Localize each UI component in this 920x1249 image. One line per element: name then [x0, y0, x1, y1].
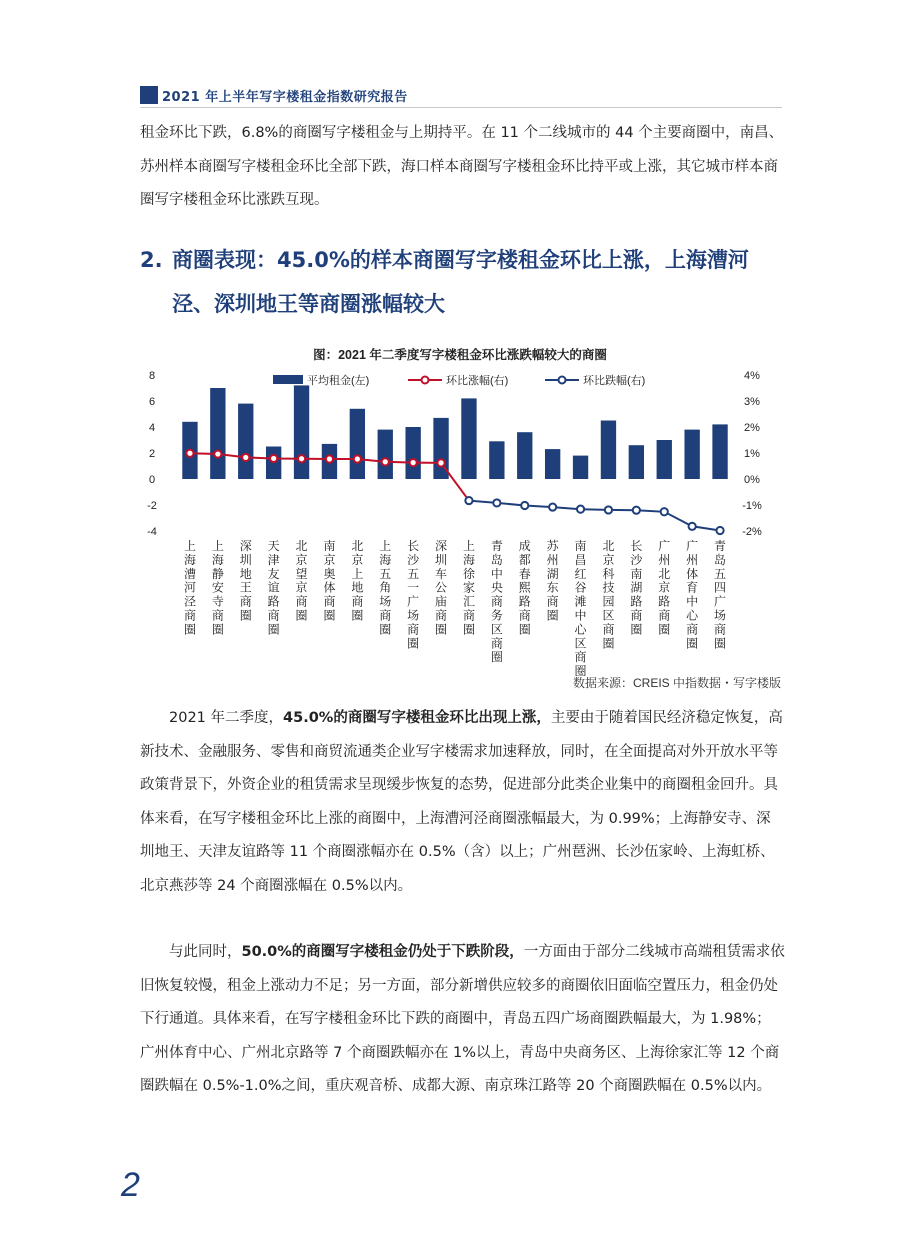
para3-highlight: 50.0%的商圈写字楼租金仍处于下跌阶段， — [241, 944, 524, 960]
x-category-char: 友 — [267, 566, 280, 581]
down-series-point — [633, 507, 640, 514]
chart-title: 图：2021 年二季度写字楼租金环比涨跌幅较大的商圈 — [313, 348, 607, 362]
rent-bar — [294, 385, 309, 479]
y-right-tick: 2% — [744, 422, 760, 434]
para2-highlight: 45.0%的商圈写字楼租金环比出现上涨， — [283, 710, 551, 726]
rent-bar — [712, 424, 727, 479]
x-category-char: 南 — [630, 566, 643, 581]
x-category-char: 海 — [183, 552, 196, 567]
down-series-point — [577, 506, 584, 513]
x-category-char: 商 — [490, 636, 503, 651]
y-right-tick: 4% — [744, 370, 760, 382]
rent-bar — [405, 427, 420, 479]
x-category-char: 角 — [379, 580, 392, 595]
x-category-char: 区 — [490, 622, 503, 637]
chart-source: 数据来源：CREIS 中指数据・写字楼版 — [572, 676, 781, 690]
x-category-char: 一 — [407, 580, 420, 595]
x-category-char: 圈 — [714, 636, 727, 651]
paragraph-intro: 租金环比下跌，6.8%的商圈写字楼租金与上期持平。在 11 个二线城市的 44 个主要商圈中，南昌、苏州样本商圈写字楼租金环比全部下跌，海口样本商圈写字楼租金环比持平或上涨，其它城市样本商圈写字楼租金环比涨跌互现。 — [140, 125, 784, 208]
x-category-label — [407, 539, 420, 650]
x-category-char: 圈 — [407, 636, 420, 651]
x-category-char: 滩 — [574, 594, 587, 609]
x-category-char: 商 — [518, 608, 531, 623]
x-category-char: 圈 — [239, 608, 252, 623]
legend-down-marker — [559, 377, 566, 384]
x-category-char: 望 — [295, 566, 308, 581]
x-category-char: 广 — [714, 594, 727, 609]
x-category-char: 地 — [239, 566, 252, 581]
x-category-char: 商 — [490, 594, 503, 609]
header-title: 2021 年上半年写字楼租金指数研究报告 — [162, 89, 408, 105]
x-category-char: 圈 — [183, 622, 196, 637]
x-category-char: 熙 — [518, 580, 531, 595]
rent-bar — [573, 456, 588, 479]
x-category-char: 圈 — [462, 622, 475, 637]
x-category-char: 庙 — [435, 594, 448, 609]
x-category-char: 青 — [714, 539, 727, 553]
x-category-char: 路 — [658, 594, 671, 609]
page-number: 2 — [121, 1166, 140, 1204]
x-category-char: 深 — [239, 539, 252, 553]
x-category-char: 深 — [435, 539, 448, 553]
x-category-char: 天 — [267, 539, 280, 553]
x-category-char: 京 — [323, 552, 336, 567]
x-category-char: 圈 — [295, 608, 308, 623]
legend-down-label: 环比跌幅(右) — [583, 375, 646, 387]
x-category-char: 长 — [407, 539, 420, 553]
x-category-char: 圈 — [574, 664, 587, 679]
up-series-point — [242, 454, 249, 461]
down-series-point — [605, 506, 612, 513]
down-series-point — [716, 527, 723, 534]
x-category-char: 沙 — [407, 552, 420, 567]
x-category-label — [351, 539, 363, 623]
x-category-char: 京 — [295, 552, 308, 567]
paragraph-fall — [140, 936, 785, 1104]
paragraph-rise — [140, 702, 785, 903]
x-category-char: 车 — [435, 566, 448, 581]
x-category-char: 心 — [574, 622, 587, 637]
x-category-char: 圈 — [686, 636, 699, 651]
x-category-char: 圳 — [239, 552, 252, 567]
x-category-label — [602, 539, 614, 650]
x-category-char: 五 — [407, 566, 420, 581]
x-category-label — [435, 539, 447, 636]
x-category-char: 中 — [490, 566, 503, 581]
x-category-char: 谷 — [574, 580, 587, 595]
x-category-char: 苏 — [546, 539, 559, 553]
x-category-char: 路 — [518, 594, 531, 609]
up-series-point — [298, 455, 305, 462]
y-left-tick: 2 — [148, 448, 156, 460]
x-category-char: 寺 — [211, 594, 224, 609]
x-category-char: 商 — [267, 608, 280, 623]
x-category-char: 海 — [211, 552, 224, 567]
x-category-char: 昌 — [574, 552, 587, 567]
x-category-char: 商 — [435, 608, 448, 623]
x-category-char: 上 — [462, 539, 475, 553]
chart-svg — [140, 340, 790, 700]
down-series-point — [689, 523, 696, 530]
x-category-char: 科 — [602, 566, 615, 581]
y-right-tick: 0% — [744, 474, 760, 486]
x-category-char: 家 — [462, 580, 475, 595]
rent-bar — [350, 409, 365, 479]
x-category-char: 圈 — [379, 622, 392, 637]
x-category-char: 圈 — [323, 608, 336, 623]
para2-body: 主要由于随着国民经济稳定恢复，高新技术、金融服务、零售和商贸流通类企业写字楼需求加速释放，同时，在全面提高对外开放水平等政策背景下，外资企业的租赁需求呈现缓步恢复的态势，促进部分此类企业集中的商圈租金回升。具体来看，在写字楼租金环比上涨的商圈中，上海漕河泾商圈涨幅最大，为 0.99%；上海静安寺、深圳地王、天津友谊路等 11 个商圈涨幅亦在 0.5%（含）以上；广州琶洲、长沙伍家岭、上海虹桥、北京燕莎等 24 个商圈涨幅在 0.5%以内。 — [140, 710, 783, 894]
x-category-char: 奥 — [323, 566, 336, 581]
y-left-tick: 4 — [148, 422, 156, 434]
x-category-char: 务 — [490, 608, 503, 623]
up-series-point — [186, 450, 193, 457]
x-category-char: 青 — [490, 539, 503, 553]
x-category-label — [463, 538, 475, 636]
x-category-char: 北 — [351, 539, 364, 553]
section-title-line1: 商圈表现：45.0%的样本商圈写字楼租金环比上涨，上海漕河 — [172, 248, 749, 272]
x-category-char: 红 — [574, 566, 587, 581]
x-category-char: 湖 — [630, 580, 643, 595]
y-left-tick: 6 — [148, 396, 156, 408]
x-category-char: 圈 — [435, 622, 448, 637]
legend-bar-swatch — [273, 375, 303, 384]
x-category-char: 商 — [295, 594, 308, 609]
rent-bar — [378, 430, 393, 479]
x-category-char: 商 — [211, 608, 224, 623]
section-heading — [140, 238, 790, 326]
rent-bar — [489, 441, 504, 479]
x-category-label — [296, 539, 308, 623]
x-category-char: 路 — [267, 594, 280, 609]
up-series-point — [270, 455, 277, 462]
para2-lead: 2021 年二季度， — [169, 710, 284, 726]
x-category-char: 谊 — [267, 580, 280, 595]
section-title-line2: 泾、深圳地王等商圈涨幅较大 — [172, 292, 445, 316]
rent-bar — [238, 404, 253, 479]
x-category-char: 区 — [574, 636, 587, 651]
down-series-point — [521, 502, 528, 509]
x-category-char: 北 — [658, 566, 671, 581]
y-left-tick: -4 — [147, 526, 157, 538]
y-right-tick: -2% — [742, 526, 762, 538]
header-divider — [140, 107, 782, 108]
up-series-point — [326, 455, 333, 462]
up-series-point — [214, 450, 221, 457]
x-category-char: 广 — [658, 539, 671, 553]
x-category-char: 商 — [658, 608, 671, 623]
x-category-label — [379, 538, 391, 636]
x-category-label — [268, 539, 280, 636]
x-category-char: 圈 — [658, 622, 671, 637]
x-category-char: 商 — [602, 622, 615, 637]
up-series-line — [190, 453, 441, 463]
x-category-char: 东 — [546, 580, 559, 595]
x-category-char: 育 — [686, 580, 699, 595]
x-category-char: 北 — [295, 539, 308, 553]
x-category-char: 五 — [379, 566, 392, 581]
x-category-char: 园 — [602, 594, 615, 609]
x-category-char: 圈 — [267, 622, 280, 637]
down-series-point — [493, 499, 500, 506]
y-left-tick: 8 — [148, 370, 156, 382]
x-category-char: 安 — [211, 580, 224, 595]
header-square-icon — [140, 86, 158, 104]
x-category-label — [184, 538, 196, 636]
x-category-char: 圈 — [351, 608, 364, 623]
rent-bar — [629, 445, 644, 479]
x-category-char: 场 — [407, 608, 420, 623]
x-category-char: 静 — [211, 566, 224, 581]
x-category-label — [240, 539, 252, 623]
legend-up-label: 环比涨幅(右) — [446, 375, 509, 387]
y-left-tick: -2 — [147, 500, 157, 512]
x-category-char: 湖 — [546, 566, 559, 581]
legend-up-marker — [422, 377, 429, 384]
legend-bar-label: 平均租金(左) — [307, 375, 370, 387]
x-category-char: 成 — [518, 539, 531, 553]
x-category-char: 京 — [295, 580, 308, 595]
x-category-char: 泾 — [183, 594, 196, 609]
x-category-label — [575, 538, 588, 678]
x-category-char: 商 — [574, 650, 587, 665]
x-category-char: 州 — [686, 552, 699, 567]
x-category-char: 王 — [239, 580, 252, 595]
x-category-char: 四 — [714, 580, 727, 595]
x-category-label — [686, 538, 699, 650]
x-category-char: 圈 — [602, 636, 615, 651]
x-category-label — [714, 538, 726, 650]
up-series-point — [410, 459, 417, 466]
x-category-label — [630, 539, 643, 636]
x-category-char: 商 — [323, 594, 336, 609]
x-category-char: 京 — [658, 580, 671, 595]
x-category-char: 体 — [686, 566, 699, 581]
x-category-char: 区 — [602, 608, 615, 623]
x-category-char: 技 — [602, 580, 615, 595]
x-category-char: 都 — [518, 552, 531, 567]
x-category-char: 河 — [183, 580, 196, 595]
x-category-char: 圳 — [435, 552, 448, 567]
x-category-char: 心 — [686, 608, 699, 623]
up-series-point — [437, 459, 444, 466]
x-category-char: 地 — [351, 580, 364, 595]
x-category-char: 场 — [714, 608, 727, 623]
y-right-tick: -1% — [742, 500, 762, 512]
x-category-char: 商 — [462, 608, 475, 623]
x-category-char: 春 — [518, 566, 531, 581]
x-category-char: 上 — [351, 566, 364, 581]
x-category-label — [323, 538, 335, 623]
x-category-char: 上 — [183, 539, 196, 553]
x-category-char: 京 — [602, 552, 615, 567]
y-right-tick: 3% — [744, 396, 760, 408]
y-left-tick: 0 — [148, 474, 156, 486]
x-category-char: 岛 — [490, 552, 503, 567]
x-category-char: 津 — [267, 552, 280, 567]
x-category-char: 路 — [630, 594, 643, 609]
x-category-label — [547, 539, 560, 623]
x-category-char: 圈 — [490, 650, 503, 665]
rent-bar — [517, 432, 532, 479]
x-category-char: 海 — [379, 552, 392, 567]
up-series-point — [382, 458, 389, 465]
x-category-char: 央 — [490, 580, 503, 595]
rent-bar — [545, 449, 560, 479]
x-category-char: 州 — [546, 552, 559, 567]
x-category-char: 州 — [658, 552, 671, 567]
rent-bar — [210, 388, 225, 479]
x-category-char: 南 — [574, 539, 587, 553]
x-category-char: 商 — [239, 594, 252, 609]
x-category-char: 京 — [351, 552, 364, 567]
x-category-char: 五 — [714, 566, 727, 581]
x-category-char: 汇 — [462, 594, 475, 609]
down-series-point — [549, 503, 556, 510]
x-category-char: 长 — [630, 539, 643, 553]
x-category-label — [658, 538, 670, 636]
x-category-char: 圈 — [518, 622, 531, 637]
x-category-label — [519, 538, 532, 636]
y-right-tick: 1% — [744, 448, 760, 460]
report-header — [140, 86, 408, 104]
x-category-char: 上 — [211, 539, 224, 553]
rent-bar — [601, 421, 616, 480]
x-category-char: 广 — [407, 594, 420, 609]
x-category-char: 岛 — [714, 552, 727, 567]
down-series-point — [661, 508, 668, 515]
x-category-char: 南 — [323, 539, 336, 553]
x-category-char: 商 — [546, 594, 559, 609]
para3-lead: 与此同时， — [169, 944, 242, 960]
x-category-char: 徐 — [462, 566, 475, 581]
x-category-char: 北 — [602, 539, 615, 553]
x-category-char: 商 — [379, 608, 392, 623]
x-category-char: 体 — [323, 580, 336, 595]
down-series-line — [469, 501, 720, 531]
up-series-point — [354, 455, 361, 462]
x-category-char: 中 — [686, 594, 699, 609]
rent-bar — [657, 440, 672, 479]
x-category-char: 商 — [407, 622, 420, 637]
x-category-char: 中 — [574, 608, 587, 623]
rent-change-chart — [140, 340, 790, 700]
x-category-char: 商 — [183, 608, 196, 623]
section-number: 2. — [140, 248, 163, 272]
down-series-point — [465, 497, 472, 504]
x-category-char: 圈 — [211, 622, 224, 637]
x-category-char: 圈 — [546, 608, 559, 623]
x-category-char: 上 — [379, 539, 392, 553]
rent-bar — [461, 398, 476, 479]
x-category-char: 公 — [435, 580, 448, 595]
x-category-char: 商 — [351, 594, 364, 609]
para3-body: 一方面由于部分二线城市高端租赁需求依旧恢复较慢，租金上涨动力不足；另一方面，部分新增供应较多的商圈依旧面临空置压力，租金仍处下行通道。具体来看，在写字楼租金环比下跌的商圈中，青岛五四广场商圈跌幅最大，为 1.98%；广州体育中心、广州北京路等 7 个商圈跌幅亦在 1%以上，青岛中央商务区、上海徐家汇等 12 个商圈跌幅在 0.5%-1.0%之间，重庆观音桥、成都大源、南京珠江路等 20 个商圈跌幅在 0.5%以内。 — [140, 944, 785, 1094]
x-category-char: 圈 — [630, 622, 643, 637]
x-category-char: 商 — [630, 608, 643, 623]
x-category-char: 场 — [379, 594, 392, 609]
rent-bar — [684, 430, 699, 479]
x-category-char: 商 — [714, 622, 727, 637]
x-category-label — [491, 538, 503, 664]
x-category-char: 沙 — [630, 552, 643, 567]
x-category-char: 商 — [686, 622, 699, 637]
x-category-char: 广 — [686, 539, 699, 553]
x-category-char: 海 — [462, 552, 475, 567]
x-category-char: 漕 — [183, 566, 196, 581]
x-category-label — [212, 538, 224, 636]
